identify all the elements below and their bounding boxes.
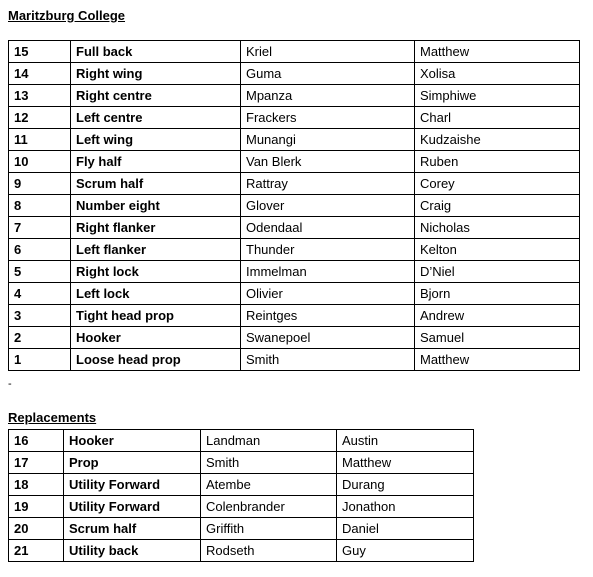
table-row [9,474,474,496]
table-row [9,217,580,239]
surname-cell: Colenbrander [201,496,337,518]
replacements-body [9,430,474,562]
jersey-number-cell: 17 [9,452,64,474]
first-name-cell: Daniel [337,518,474,540]
table-row [9,305,580,327]
position-cell: Utility back [64,540,201,562]
surname-cell: Frackers [241,107,415,129]
surname-cell: Smith [201,452,337,474]
jersey-number-cell: 4 [9,283,71,305]
table-row [9,63,580,85]
replacements-title: Replacements [8,410,97,425]
position-cell: Left flanker [71,239,241,261]
surname-cell: Thunder [241,239,415,261]
surname-cell: Munangi [241,129,415,151]
position-cell: Scrum half [64,518,201,540]
table-row [9,129,580,151]
surname-cell: Immelman [241,261,415,283]
position-cell: Right centre [71,85,241,107]
jersey-number-cell: 21 [9,540,64,562]
replacements-table [8,429,474,562]
table-row [9,349,580,371]
position-cell: Left centre [71,107,241,129]
table-row [9,173,580,195]
first-name-cell: Bjorn [415,283,580,305]
jersey-number-cell: 12 [9,107,71,129]
position-cell: Tight head prop [71,305,241,327]
table-row [9,540,474,562]
surname-cell: Landman [201,430,337,452]
jersey-number-cell: 9 [9,173,71,195]
jersey-number-cell: 8 [9,195,71,217]
surname-cell: Mpanza [241,85,415,107]
first-name-cell: D’Niel [415,261,580,283]
table-row [9,518,474,540]
position-cell: Full back [71,41,241,63]
position-cell: Utility Forward [64,496,201,518]
first-name-cell: Craig [415,195,580,217]
first-name-cell: Kudzaishe [415,129,580,151]
table-row [9,261,580,283]
first-name-cell: Jonathon [337,496,474,518]
position-cell: Hooker [64,430,201,452]
position-cell: Utility Forward [64,474,201,496]
first-name-cell: Samuel [415,327,580,349]
first-name-cell: Simphiwe [415,85,580,107]
table-row [9,430,474,452]
position-cell: Left lock [71,283,241,305]
position-cell: Prop [64,452,201,474]
surname-cell: Olivier [241,283,415,305]
first-name-cell: Charl [415,107,580,129]
first-name-cell: Kelton [415,239,580,261]
surname-cell: Swanepoel [241,327,415,349]
surname-cell: Guma [241,63,415,85]
separator-mark: - [8,378,12,390]
jersey-number-cell: 20 [9,518,64,540]
surname-cell: Van Blerk [241,151,415,173]
table-row [9,41,580,63]
jersey-number-cell: 2 [9,327,71,349]
position-cell: Right flanker [71,217,241,239]
first-name-cell: Durang [337,474,474,496]
table-row [9,107,580,129]
position-cell: Number eight [71,195,241,217]
surname-cell: Atembe [201,474,337,496]
jersey-number-cell: 5 [9,261,71,283]
table-row [9,283,580,305]
surname-cell: Griffith [201,518,337,540]
jersey-number-cell: 14 [9,63,71,85]
position-cell: Scrum half [71,173,241,195]
first-name-cell: Matthew [415,349,580,371]
table-row [9,151,580,173]
first-name-cell: Andrew [415,305,580,327]
surname-cell: Rattray [241,173,415,195]
team-title: Maritzburg College [8,8,126,23]
position-cell: Hooker [71,327,241,349]
jersey-number-cell: 19 [9,496,64,518]
jersey-number-cell: 7 [9,217,71,239]
surname-cell: Odendaal [241,217,415,239]
first-name-cell: Xolisa [415,63,580,85]
jersey-number-cell: 15 [9,41,71,63]
first-name-cell: Matthew [415,41,580,63]
table-row [9,496,474,518]
jersey-number-cell: 6 [9,239,71,261]
first-name-cell: Ruben [415,151,580,173]
starting-lineup-body [9,41,580,371]
position-cell: Right wing [71,63,241,85]
position-cell: Fly half [71,151,241,173]
first-name-cell: Matthew [337,452,474,474]
starting-lineup-table [8,40,580,371]
jersey-number-cell: 3 [9,305,71,327]
surname-cell: Smith [241,349,415,371]
table-row [9,327,580,349]
first-name-cell: Austin [337,430,474,452]
position-cell: Loose head prop [71,349,241,371]
first-name-cell: Nicholas [415,217,580,239]
table-row [9,195,580,217]
first-name-cell: Corey [415,173,580,195]
position-cell: Right lock [71,261,241,283]
jersey-number-cell: 11 [9,129,71,151]
first-name-cell: Guy [337,540,474,562]
table-row [9,85,580,107]
jersey-number-cell: 13 [9,85,71,107]
surname-cell: Glover [241,195,415,217]
position-cell: Left wing [71,129,241,151]
surname-cell: Reintges [241,305,415,327]
jersey-number-cell: 1 [9,349,71,371]
jersey-number-cell: 16 [9,430,64,452]
surname-cell: Kriel [241,41,415,63]
table-row [9,239,580,261]
jersey-number-cell: 18 [9,474,64,496]
jersey-number-cell: 10 [9,151,71,173]
surname-cell: Rodseth [201,540,337,562]
table-row [9,452,474,474]
